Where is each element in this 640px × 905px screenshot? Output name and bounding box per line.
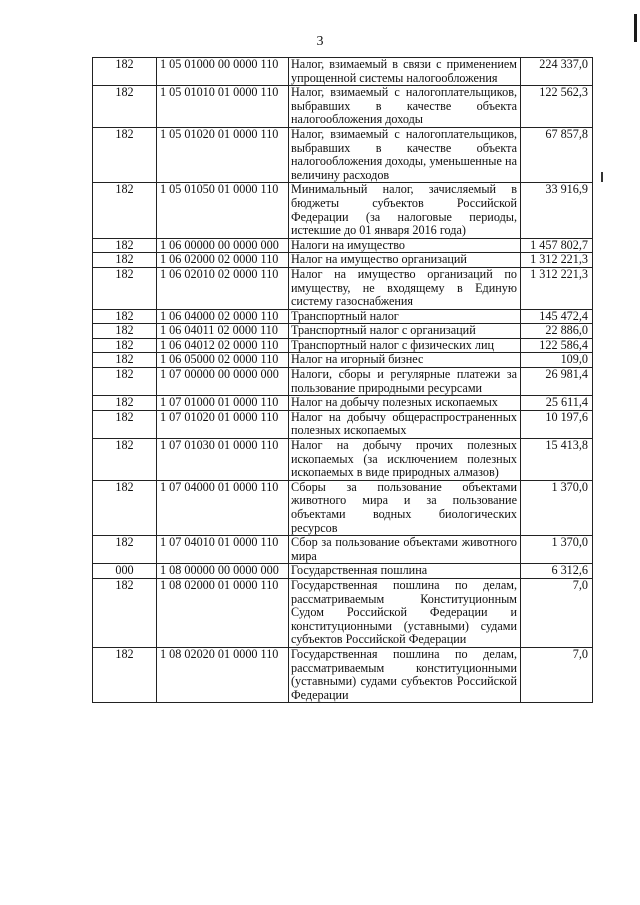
amount-cell: 26 981,4 bbox=[521, 368, 593, 396]
revenue-name-cell: Сбор за пользование объектами животного мира bbox=[289, 536, 521, 564]
revenue-name-cell: Государственная пошлина по делам, рассматриваемым конституционными (уставными) судами субъектов Российской Федерации bbox=[289, 647, 521, 702]
budget-code-cell: 1 07 00000 00 0000 000 bbox=[157, 368, 289, 396]
admin-code-cell: 182 bbox=[93, 267, 157, 309]
revenue-table-container bbox=[92, 57, 592, 703]
table-row bbox=[93, 480, 593, 535]
amount-cell: 145 472,4 bbox=[521, 309, 593, 324]
budget-code-cell: 1 05 01010 01 0000 110 bbox=[157, 86, 289, 128]
table-row bbox=[93, 324, 593, 339]
budget-code-cell: 1 06 05000 02 0000 110 bbox=[157, 353, 289, 368]
revenue-name-cell: Налог на добычу общераспространенных полезных ископаемых bbox=[289, 410, 521, 438]
revenue-name-cell: Транспортный налог bbox=[289, 309, 521, 324]
admin-code-cell: 182 bbox=[93, 368, 157, 396]
table-row bbox=[93, 338, 593, 353]
budget-code-cell: 1 05 01020 01 0000 110 bbox=[157, 127, 289, 182]
amount-cell: 1 312 221,3 bbox=[521, 253, 593, 268]
admin-code-cell: 182 bbox=[93, 324, 157, 339]
budget-code-cell: 1 06 04011 02 0000 110 bbox=[157, 324, 289, 339]
admin-code-cell: 182 bbox=[93, 396, 157, 411]
amount-cell: 33 916,9 bbox=[521, 183, 593, 238]
table-row bbox=[93, 439, 593, 481]
table-row bbox=[93, 578, 593, 647]
budget-code-cell: 1 06 04012 02 0000 110 bbox=[157, 338, 289, 353]
table-row bbox=[93, 253, 593, 268]
amount-cell: 1 457 802,7 bbox=[521, 238, 593, 253]
budget-code-cell: 1 06 02010 02 0000 110 bbox=[157, 267, 289, 309]
amount-cell: 109,0 bbox=[521, 353, 593, 368]
revenue-name-cell: Сборы за пользование объектами животного мира и за пользование объектами водных биологических ресурсов bbox=[289, 480, 521, 535]
amount-cell: 10 197,6 bbox=[521, 410, 593, 438]
table-row bbox=[93, 267, 593, 309]
budget-code-cell: 1 08 00000 00 0000 000 bbox=[157, 564, 289, 579]
revenue-name-cell: Минимальный налог, зачисляемый в бюджеты субъектов Российской Федерации (за налоговые периоды, истекшие до 01 января 2016 года) bbox=[289, 183, 521, 238]
revenue-name-cell: Государственная пошлина по делам, рассматриваемым Конституционным Судом Российской Федерации и конституционными (уставными) судами субъектов Российской Федерации bbox=[289, 578, 521, 647]
amount-cell: 22 886,0 bbox=[521, 324, 593, 339]
budget-code-cell: 1 06 04000 02 0000 110 bbox=[157, 309, 289, 324]
admin-code-cell: 182 bbox=[93, 253, 157, 268]
amount-cell: 224 337,0 bbox=[521, 58, 593, 86]
table-row bbox=[93, 238, 593, 253]
admin-code-cell: 182 bbox=[93, 238, 157, 253]
revenue-name-cell: Транспортный налог с физических лиц bbox=[289, 338, 521, 353]
amount-cell: 1 370,0 bbox=[521, 536, 593, 564]
table-row bbox=[93, 564, 593, 579]
revenue-name-cell: Налог на игорный бизнес bbox=[289, 353, 521, 368]
amount-cell: 122 562,3 bbox=[521, 86, 593, 128]
amount-cell: 1 370,0 bbox=[521, 480, 593, 535]
amount-cell: 1 312 221,3 bbox=[521, 267, 593, 309]
table-row bbox=[93, 410, 593, 438]
budget-code-cell: 1 05 01050 01 0000 110 bbox=[157, 183, 289, 238]
table-row bbox=[93, 353, 593, 368]
table-row bbox=[93, 183, 593, 238]
revenue-name-cell: Налог на имущество организаций по имуществу, не входящему в Единую систему газоснабжения bbox=[289, 267, 521, 309]
table-row bbox=[93, 58, 593, 86]
admin-code-cell: 182 bbox=[93, 309, 157, 324]
budget-code-cell: 1 08 02020 01 0000 110 bbox=[157, 647, 289, 702]
admin-code-cell: 182 bbox=[93, 578, 157, 647]
admin-code-cell: 182 bbox=[93, 480, 157, 535]
table-row bbox=[93, 647, 593, 702]
revenue-name-cell: Государственная пошлина bbox=[289, 564, 521, 579]
table-row bbox=[93, 396, 593, 411]
admin-code-cell: 182 bbox=[93, 647, 157, 702]
admin-code-cell: 182 bbox=[93, 127, 157, 182]
budget-code-cell: 1 07 01020 01 0000 110 bbox=[157, 410, 289, 438]
revenue-name-cell: Налоги на имущество bbox=[289, 238, 521, 253]
amount-cell: 25 611,4 bbox=[521, 396, 593, 411]
admin-code-cell: 182 bbox=[93, 353, 157, 368]
budget-code-cell: 1 07 04000 01 0000 110 bbox=[157, 480, 289, 535]
table-row bbox=[93, 368, 593, 396]
admin-code-cell: 000 bbox=[93, 564, 157, 579]
budget-code-cell: 1 07 01030 01 0000 110 bbox=[157, 439, 289, 481]
amount-cell: 67 857,8 bbox=[521, 127, 593, 182]
table-row bbox=[93, 309, 593, 324]
budget-code-cell: 1 08 02000 01 0000 110 bbox=[157, 578, 289, 647]
budget-code-cell: 1 07 04010 01 0000 110 bbox=[157, 536, 289, 564]
revenue-name-cell: Налоги, сборы и регулярные платежи за пользование природными ресурсами bbox=[289, 368, 521, 396]
budget-code-cell: 1 06 02000 02 0000 110 bbox=[157, 253, 289, 268]
revenue-name-cell: Налог на добычу полезных ископаемых bbox=[289, 396, 521, 411]
table-row bbox=[93, 86, 593, 128]
budget-code-cell: 1 06 00000 00 0000 000 bbox=[157, 238, 289, 253]
revenue-table bbox=[92, 57, 593, 703]
admin-code-cell: 182 bbox=[93, 439, 157, 481]
admin-code-cell: 182 bbox=[93, 410, 157, 438]
admin-code-cell: 182 bbox=[93, 183, 157, 238]
budget-code-cell: 1 05 01000 00 0000 110 bbox=[157, 58, 289, 86]
amount-cell: 122 586,4 bbox=[521, 338, 593, 353]
page-number: 3 bbox=[316, 34, 324, 49]
budget-code-cell: 1 07 01000 01 0000 110 bbox=[157, 396, 289, 411]
amount-cell: 15 413,8 bbox=[521, 439, 593, 481]
table-row bbox=[93, 536, 593, 564]
revenue-name-cell: Налог на имущество организаций bbox=[289, 253, 521, 268]
amount-cell: 7,0 bbox=[521, 647, 593, 702]
amount-cell: 7,0 bbox=[521, 578, 593, 647]
revenue-table-body bbox=[93, 58, 593, 703]
revenue-name-cell: Налог, взимаемый с налогоплательщиков, выбравших в качестве объекта налогообложения доходы, уменьшенные на величину расходов bbox=[289, 127, 521, 182]
revenue-name-cell: Налог, взимаемый с налогоплательщиков, выбравших в качестве объекта налогообложения доходы bbox=[289, 86, 521, 128]
admin-code-cell: 182 bbox=[93, 58, 157, 86]
admin-code-cell: 182 bbox=[93, 86, 157, 128]
admin-code-cell: 182 bbox=[93, 536, 157, 564]
revenue-name-cell: Налог, взимаемый в связи с применением упрощенной системы налогообложения bbox=[289, 58, 521, 86]
scan-stray-mark bbox=[601, 172, 603, 182]
admin-code-cell: 182 bbox=[93, 338, 157, 353]
table-row bbox=[93, 127, 593, 182]
amount-cell: 6 312,6 bbox=[521, 564, 593, 579]
revenue-name-cell: Транспортный налог с организаций bbox=[289, 324, 521, 339]
revenue-name-cell: Налог на добычу прочих полезных ископаемых (за исключением полезных ископаемых в виде природных алмазов) bbox=[289, 439, 521, 481]
